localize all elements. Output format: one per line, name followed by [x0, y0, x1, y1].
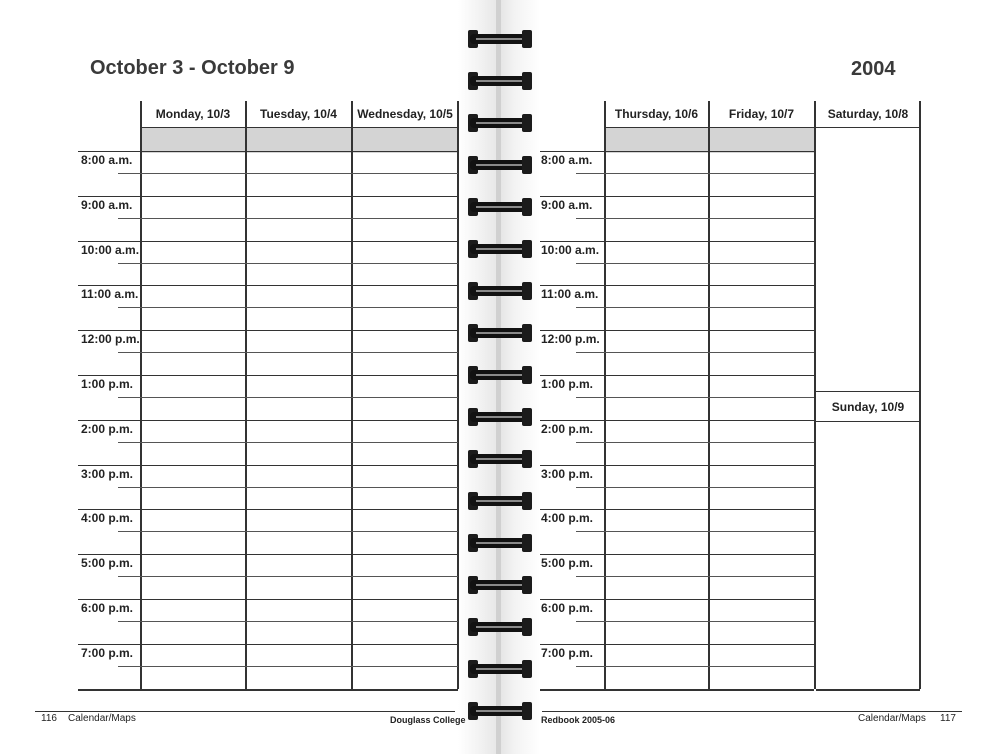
- time-label: 12:00 p.m.: [541, 332, 600, 347]
- time-label: 4:00 p.m.: [541, 511, 594, 526]
- footer-rule-right: [542, 711, 962, 712]
- hour-line: [540, 554, 814, 555]
- half-hour-line: [576, 173, 814, 174]
- hour-line: [540, 689, 814, 691]
- spiral-ring: [470, 240, 530, 260]
- time-label: 5:00 p.m.: [541, 556, 594, 571]
- column-divider: [457, 101, 459, 689]
- time-label: 2:00 p.m.: [541, 421, 594, 436]
- half-hour-line: [118, 263, 458, 264]
- half-hour-line: [576, 263, 814, 264]
- spiral-ring: [470, 576, 530, 596]
- hour-line: [540, 196, 814, 197]
- half-hour-line: [576, 307, 814, 308]
- day-header-thursday: Thursday, 10/6: [614, 107, 699, 121]
- half-hour-line: [576, 352, 814, 353]
- spiral-ring: [470, 450, 530, 470]
- time-label: 1:00 p.m.: [541, 377, 594, 391]
- spiral-ring: [470, 660, 530, 680]
- half-hour-line: [118, 442, 458, 443]
- time-label: 11:00 a.m.: [81, 287, 139, 302]
- day-header-wednesday: Wednesday, 10/5: [357, 107, 453, 121]
- footer-org: Douglass College: [390, 715, 466, 725]
- hour-line: [540, 151, 814, 152]
- spiral-ring: [470, 114, 530, 134]
- half-hour-line: [118, 621, 458, 622]
- hour-line: [540, 465, 814, 466]
- spiral-ring: [470, 408, 530, 428]
- time-label: 10:00 a.m.: [81, 242, 140, 257]
- time-label: 10:00 a.m.: [541, 242, 600, 257]
- day-header-friday: Friday, 10/7: [728, 107, 795, 121]
- time-label: 6:00 p.m.: [541, 601, 594, 615]
- hour-line: [540, 241, 814, 242]
- column-divider: [814, 101, 816, 689]
- time-label: 3:00 p.m.: [81, 466, 134, 481]
- hour-line: [78, 599, 458, 600]
- spiral-ring: [470, 282, 530, 302]
- weekend-top-rule: [816, 127, 920, 128]
- footer-section-left: Calendar/Maps: [68, 713, 136, 724]
- left-schedule-grid: [78, 101, 458, 689]
- hour-line: [540, 599, 814, 600]
- weekend-bottom-rule: [816, 689, 920, 691]
- time-label: 7:00 p.m.: [81, 645, 134, 660]
- weekend-rule: [816, 391, 920, 392]
- time-label: 7:00 p.m.: [541, 645, 594, 660]
- half-hour-line: [576, 576, 814, 577]
- hour-line: [78, 420, 458, 421]
- half-hour-line: [118, 666, 458, 667]
- hour-line: [78, 644, 458, 645]
- hour-line: [540, 330, 814, 331]
- spiral-ring: [470, 492, 530, 512]
- column-divider: [708, 101, 710, 689]
- time-label: 12:00 p.m.: [81, 332, 140, 347]
- half-hour-line: [576, 442, 814, 443]
- half-hour-line: [576, 487, 814, 488]
- hour-line: [78, 554, 458, 555]
- spiral-ring: [470, 72, 530, 92]
- half-hour-line: [118, 576, 458, 577]
- column-divider: [919, 101, 921, 689]
- day-header-monday: Monday, 10/3: [155, 107, 231, 121]
- footer-section-right: Calendar/Maps: [858, 713, 926, 724]
- column-divider: [245, 101, 247, 689]
- day-header-saturday: Saturday, 10/8: [827, 107, 909, 121]
- right-schedule-grid: [540, 101, 920, 689]
- time-label: 2:00 p.m.: [81, 421, 134, 436]
- half-hour-line: [118, 307, 458, 308]
- time-label: 1:00 p.m.: [81, 377, 134, 391]
- half-hour-line: [576, 621, 814, 622]
- time-label: 5:00 p.m.: [81, 556, 134, 571]
- hour-line: [78, 509, 458, 510]
- half-hour-line: [118, 173, 458, 174]
- holiday-band: [141, 128, 458, 153]
- spiral-ring: [470, 618, 530, 638]
- half-hour-line: [118, 397, 458, 398]
- weekend-rule: [816, 421, 920, 422]
- half-hour-line: [576, 666, 814, 667]
- spiral-ring: [470, 534, 530, 554]
- hour-line: [78, 375, 458, 376]
- hour-line: [78, 241, 458, 242]
- time-label: 9:00 a.m.: [541, 197, 593, 212]
- day-header-tuesday: Tuesday, 10/4: [260, 107, 337, 121]
- spiral-ring: [470, 366, 530, 386]
- time-label: 11:00 a.m.: [541, 287, 599, 302]
- column-divider: [140, 101, 142, 689]
- column-divider: [351, 101, 353, 689]
- column-divider: [604, 101, 606, 689]
- time-label: 9:00 a.m.: [81, 197, 133, 212]
- hour-line: [78, 689, 458, 691]
- half-hour-line: [118, 352, 458, 353]
- hour-line: [78, 285, 458, 286]
- spiral-ring: [470, 30, 530, 50]
- half-hour-line: [576, 531, 814, 532]
- time-label: 4:00 p.m.: [81, 511, 134, 526]
- day-header-sunday: Sunday, 10/9: [831, 400, 905, 414]
- header-rule: [141, 127, 458, 128]
- spiral-ring: [470, 156, 530, 176]
- hour-line: [540, 375, 814, 376]
- half-hour-line: [576, 397, 814, 398]
- week-title: October 3 - October 9: [90, 57, 295, 79]
- hour-line: [78, 151, 458, 152]
- footer-book: Redbook 2005-06: [541, 715, 616, 725]
- hour-line: [540, 509, 814, 510]
- hour-line: [78, 465, 458, 466]
- time-label: 3:00 p.m.: [541, 466, 594, 481]
- spiral-ring: [470, 324, 530, 344]
- half-hour-line: [576, 218, 814, 219]
- footer-page-number-left: 116: [41, 713, 57, 724]
- time-label: 8:00 a.m.: [541, 153, 593, 167]
- time-label: 8:00 a.m.: [81, 153, 133, 167]
- time-label: 6:00 p.m.: [81, 601, 134, 615]
- hour-line: [78, 196, 458, 197]
- spiral-ring: [470, 198, 530, 218]
- hour-line: [540, 420, 814, 421]
- hour-line: [540, 644, 814, 645]
- year-title: 2004: [851, 58, 896, 80]
- half-hour-line: [118, 487, 458, 488]
- half-hour-line: [118, 218, 458, 219]
- footer-rule-left: [35, 711, 455, 712]
- hour-line: [78, 330, 458, 331]
- half-hour-line: [118, 531, 458, 532]
- hour-line: [540, 285, 814, 286]
- footer-page-number-right: 117: [940, 713, 956, 724]
- spiral-ring: [470, 702, 530, 722]
